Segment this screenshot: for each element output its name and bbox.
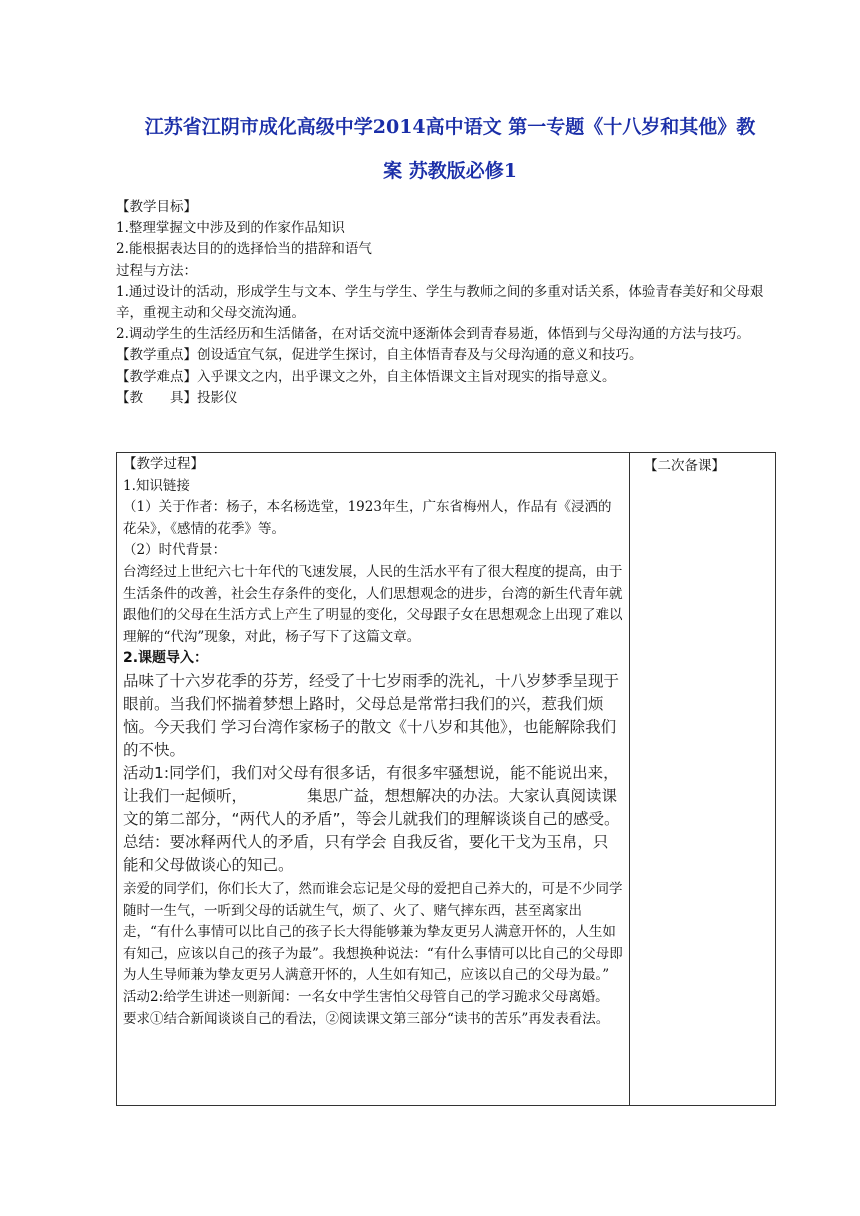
reflection-text: 亲爱的同学们，你们长大了，然而谁会忘记是父母的爱把自己养大的，可是不少同学随时一生气，一听到父母的话就生气，烦了、火了、赌气摔东西，甚至离家出走，“有什么事情可以比自己的孩子长大得能够兼为挚友更另人满意开怀的，人生如有知己，应该以自己的孩子为最”。我想换种说法：“有什么事情可以比自己的父母即为人生导师兼为挚友更另人满意开怀的，人生如有知己，应该以自己的父母为最。” xyxy=(123,880,623,984)
secondary-prep-heading: 【二次备课】 xyxy=(644,458,725,474)
activity-2-text: 活动2:给学生讲述一则新闻：一名女中学生害怕父母管自己的学习跪求父母离婚。 xyxy=(123,988,609,1005)
teaching-key-point: 【教学重点】创设适宜气氛，促进学生探讨，自主体悟青春及与父母沟通的意义和技巧。 xyxy=(116,347,643,364)
teaching-aids: 【教 具】投影仪 xyxy=(116,389,238,406)
secondary-prep-cell xyxy=(630,453,776,1106)
background-heading: （2）时代背景： xyxy=(123,542,227,559)
document-title-line-2: 案 苏教版必修1 xyxy=(383,160,517,182)
objectives-heading: 【教学目标】 xyxy=(116,199,197,215)
knowledge-link-heading: 1.知识链接 xyxy=(123,477,190,494)
lesson-intro-text: 品味了十六岁花季的芬芳，经受了十七岁雨季的洗礼，十八岁梦季呈现于眼前。当我们怀揣着梦想上路时，父母总是常常扫我们的兴，惹我们烦恼。今天我们 学习台湾作家杨子的散文《十八岁和其他》，也能解除我们的不快。 xyxy=(123,671,620,759)
requirements-text: 要求①结合新闻谈谈自己的看法，②阅读课文第三部分“读书的苦乐”再发表看法。 xyxy=(123,1010,610,1027)
lesson-intro-block xyxy=(123,670,623,877)
document-title-line-1: 江苏省江阴市成化高级中学2014高中语文 第一专题《十八岁和其他》教 xyxy=(144,116,756,138)
background-text: 台湾经过上世纪六七十年代的飞速发展，人民的生活水平有了很大程度的提高，由于生活条件的改善，社会生存条件的变化，人们思想观念的进步，台湾的新生代青年就跟他们的父母在生活方式上产生了明显的变化，父母跟子女在思想观念上出现了难以理解的“代沟”现象，对此，杨子写下了这篇文章。 xyxy=(123,563,623,645)
teaching-process-cell xyxy=(117,453,630,1106)
activity-1-text: 活动1:同学们，我们对父母有很多话，有很多牢骚想说，能不能说出来，让我们一起倾听， 集思广益，想想解决的办法。大家认真阅读课文的第二部分，“两代人的矛盾”，等会儿就我们的理解谈谈自己的感受。 xyxy=(123,763,620,828)
objective-item: 1.整理掌握文中涉及到的作家作品知识 xyxy=(116,220,345,237)
teaching-objectives xyxy=(116,197,786,409)
about-author: （1）关于作者：杨子，本名杨选堂，1923年生，广东省梅州人，作品有《浸洒的花朵》，《感情的花季》等。 xyxy=(123,499,612,537)
lesson-intro-heading: 2.课题导入： xyxy=(123,650,209,667)
teaching-difficulty: 【教学难点】入乎课文之内，出乎课文之外，自主体悟课文主旨对现实的指导意义。 xyxy=(116,368,616,385)
process-method-heading: 过程与方法： xyxy=(116,262,197,279)
objective-item: 2.能根据表达目的的选择恰当的措辞和语气 xyxy=(116,241,372,258)
lesson-plan-table xyxy=(116,452,776,1106)
summary-text: 总结：要冰释两代人的矛盾，只有学会 自我反省，要化干戈为玉帛，只能和父母做谈心的知己。 xyxy=(123,832,609,874)
teaching-process-heading: 【教学过程】 xyxy=(123,456,204,472)
process-method-item: 1.通过设计的活动，形成学生与文本、学生与学生、学生与教师之间的多重对话关系，体验青春美好和父母艰辛，重视主动和父母交流沟通。 xyxy=(116,283,764,322)
process-method-item: 2.调动学生的生活经历和生活储备，在对话交流中逐渐体会到青春易逝，体悟到与父母沟通的方法与技巧。 xyxy=(116,326,750,343)
